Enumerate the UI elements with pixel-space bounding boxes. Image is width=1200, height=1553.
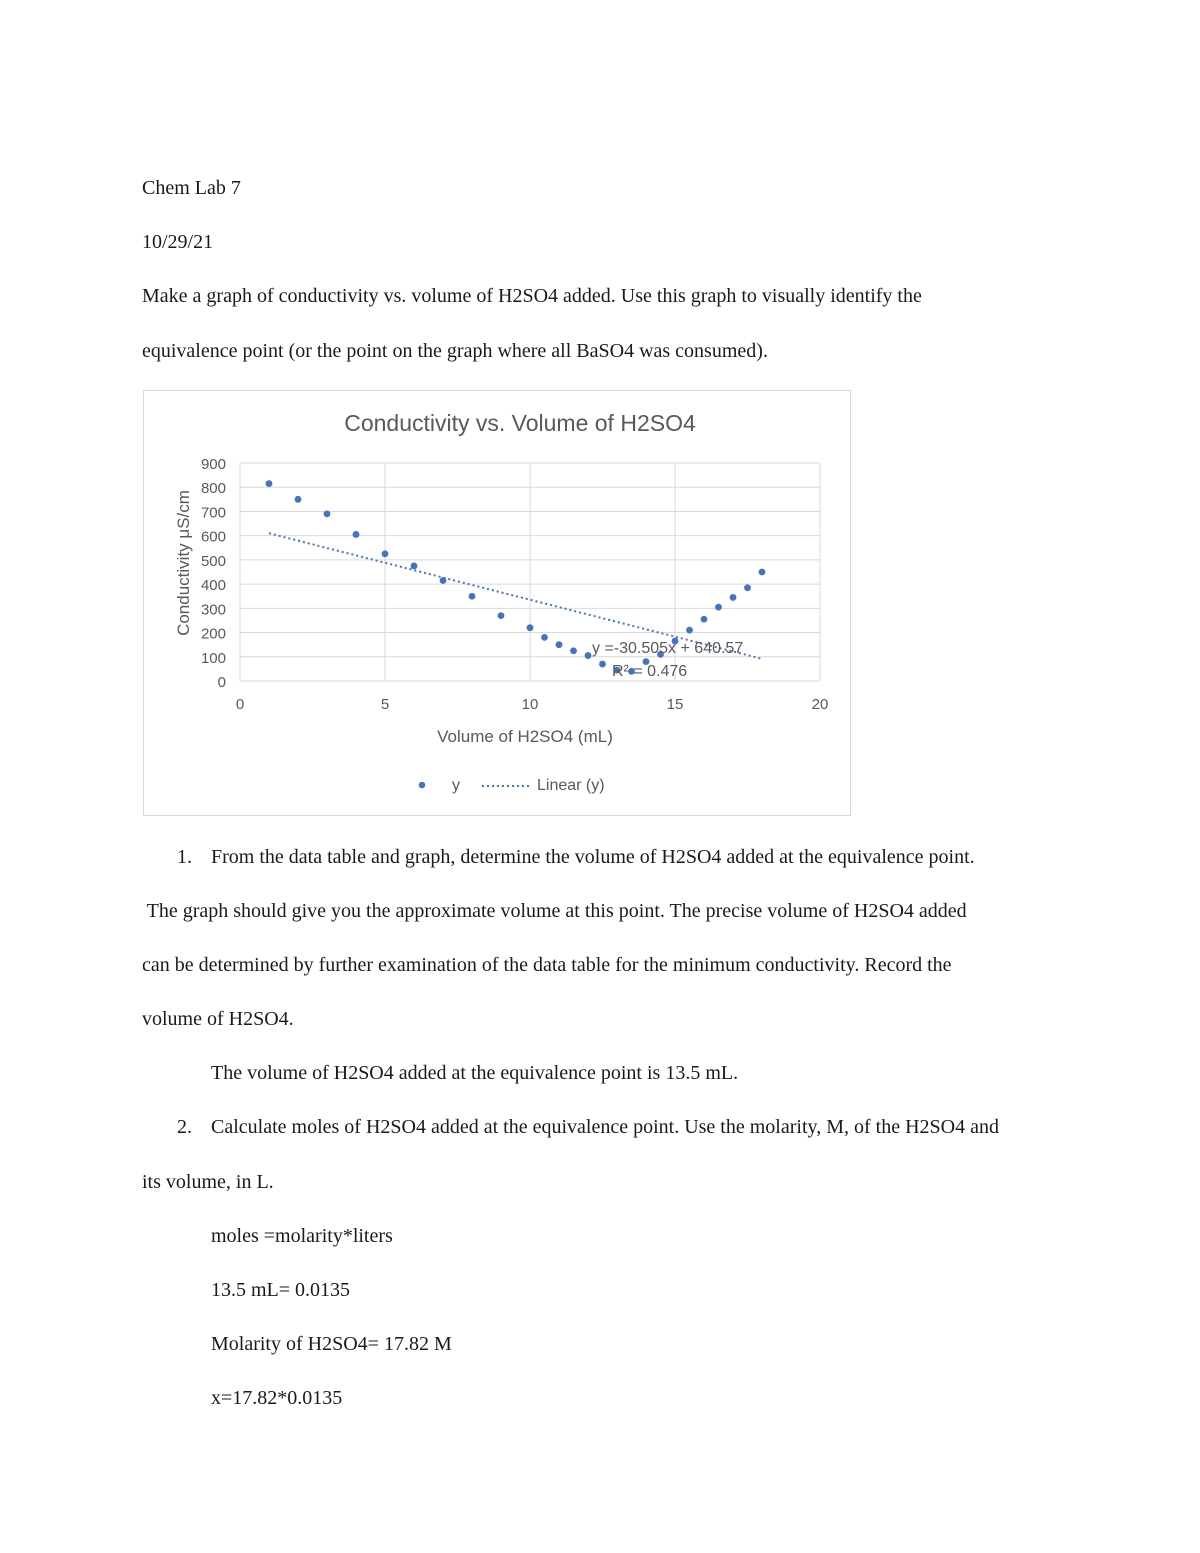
legend-label-y: y [452, 777, 460, 794]
data-point [730, 594, 737, 601]
data-point [556, 641, 563, 648]
chart-legend [419, 777, 605, 794]
intro-line-2: equivalence point (or the point on the graph where all BaSO4 was consumed). [142, 340, 768, 362]
x-tick-label: 15 [666, 696, 684, 713]
data-point [759, 569, 766, 576]
x-tick-label: 10 [521, 696, 539, 713]
y-tick-label: 900 [200, 456, 226, 473]
data-point [469, 593, 476, 600]
data-point [527, 624, 534, 631]
trendline-equation: y =-30.505x + 640.57 [592, 640, 744, 657]
work-line-4: x=17.82*0.0135 [211, 1387, 343, 1409]
question-1-line-2: The graph should give you the approximate volume at this point. The precise volume of H2SO4 added [142, 900, 967, 922]
y-tick-label: 800 [200, 480, 226, 498]
question-1-line-3: can be determined by further examination of the data table for the minimum conductivity. Record the [142, 954, 952, 976]
x-tick-label: 20 [811, 696, 829, 713]
data-point [498, 612, 505, 619]
document-title: Chem Lab 7 [142, 177, 241, 199]
work-line-3: Molarity of H2SO4= 17.82 M [211, 1333, 452, 1355]
data-point [744, 584, 751, 591]
y-tick-label: 600 [200, 528, 226, 546]
x-tick-label: 0 [235, 696, 245, 713]
x-tick-label: 5 [380, 696, 390, 713]
data-point [266, 480, 273, 487]
data-point [570, 647, 577, 654]
question-2-line-2: its volume, in L. [142, 1171, 274, 1193]
chart-title: Conductivity vs. Volume of H2SO4 [344, 410, 696, 436]
y-tick-label: 100 [200, 649, 226, 667]
data-point [382, 550, 389, 557]
question-2-line-1: Calculate moles of H2SO4 added at the equivalence point. Use the molarity, M, of the H2SO4 and [211, 1116, 999, 1138]
question-2-number: 2. [177, 1116, 192, 1138]
y-tick-label: 200 [200, 625, 226, 643]
question-1-line-4: volume of H2SO4. [142, 1008, 294, 1030]
x-axis-label: Volume of H2SO4 (mL) [437, 727, 613, 746]
question-1-number: 1. [177, 846, 192, 868]
work-line-1: moles =molarity*liters [211, 1225, 393, 1247]
data-point [686, 627, 693, 634]
y-tick-label: 500 [200, 552, 226, 570]
question-1-line-1: From the data table and graph, determine the volume of H2SO4 added at the equivalence point. [211, 846, 975, 868]
data-point [715, 604, 722, 611]
data-point [440, 577, 447, 584]
y-tick-label: 0 [217, 674, 226, 691]
data-point [585, 652, 592, 659]
data-point [599, 661, 606, 668]
legend-label-linear: Linear (y) [537, 777, 605, 794]
chart-canvas [144, 391, 850, 815]
data-point [411, 563, 418, 570]
legend-marker-y [419, 782, 426, 789]
work-line-2: 13.5 mL= 0.0135 [211, 1279, 351, 1301]
data-point [541, 634, 548, 641]
data-point [353, 531, 360, 538]
conductivity-chart [143, 390, 851, 816]
y-tick-label: 700 [200, 504, 226, 522]
data-point [295, 496, 302, 503]
question-1-answer: The volume of H2SO4 added at the equivalence point is 13.5 mL. [211, 1062, 739, 1084]
data-point [324, 510, 331, 517]
document-date: 10/29/21 [142, 231, 214, 253]
data-point [701, 616, 708, 623]
intro-line-1: Make a graph of conductivity vs. volume of H2SO4 added. Use this graph to visually identify the [142, 285, 922, 307]
y-tick-label: 400 [200, 577, 226, 595]
y-tick-label: 300 [200, 601, 226, 619]
trendline-r-squared: R² = 0.476 [612, 663, 688, 680]
y-axis-label: Conductivity μS/cm [174, 490, 193, 636]
